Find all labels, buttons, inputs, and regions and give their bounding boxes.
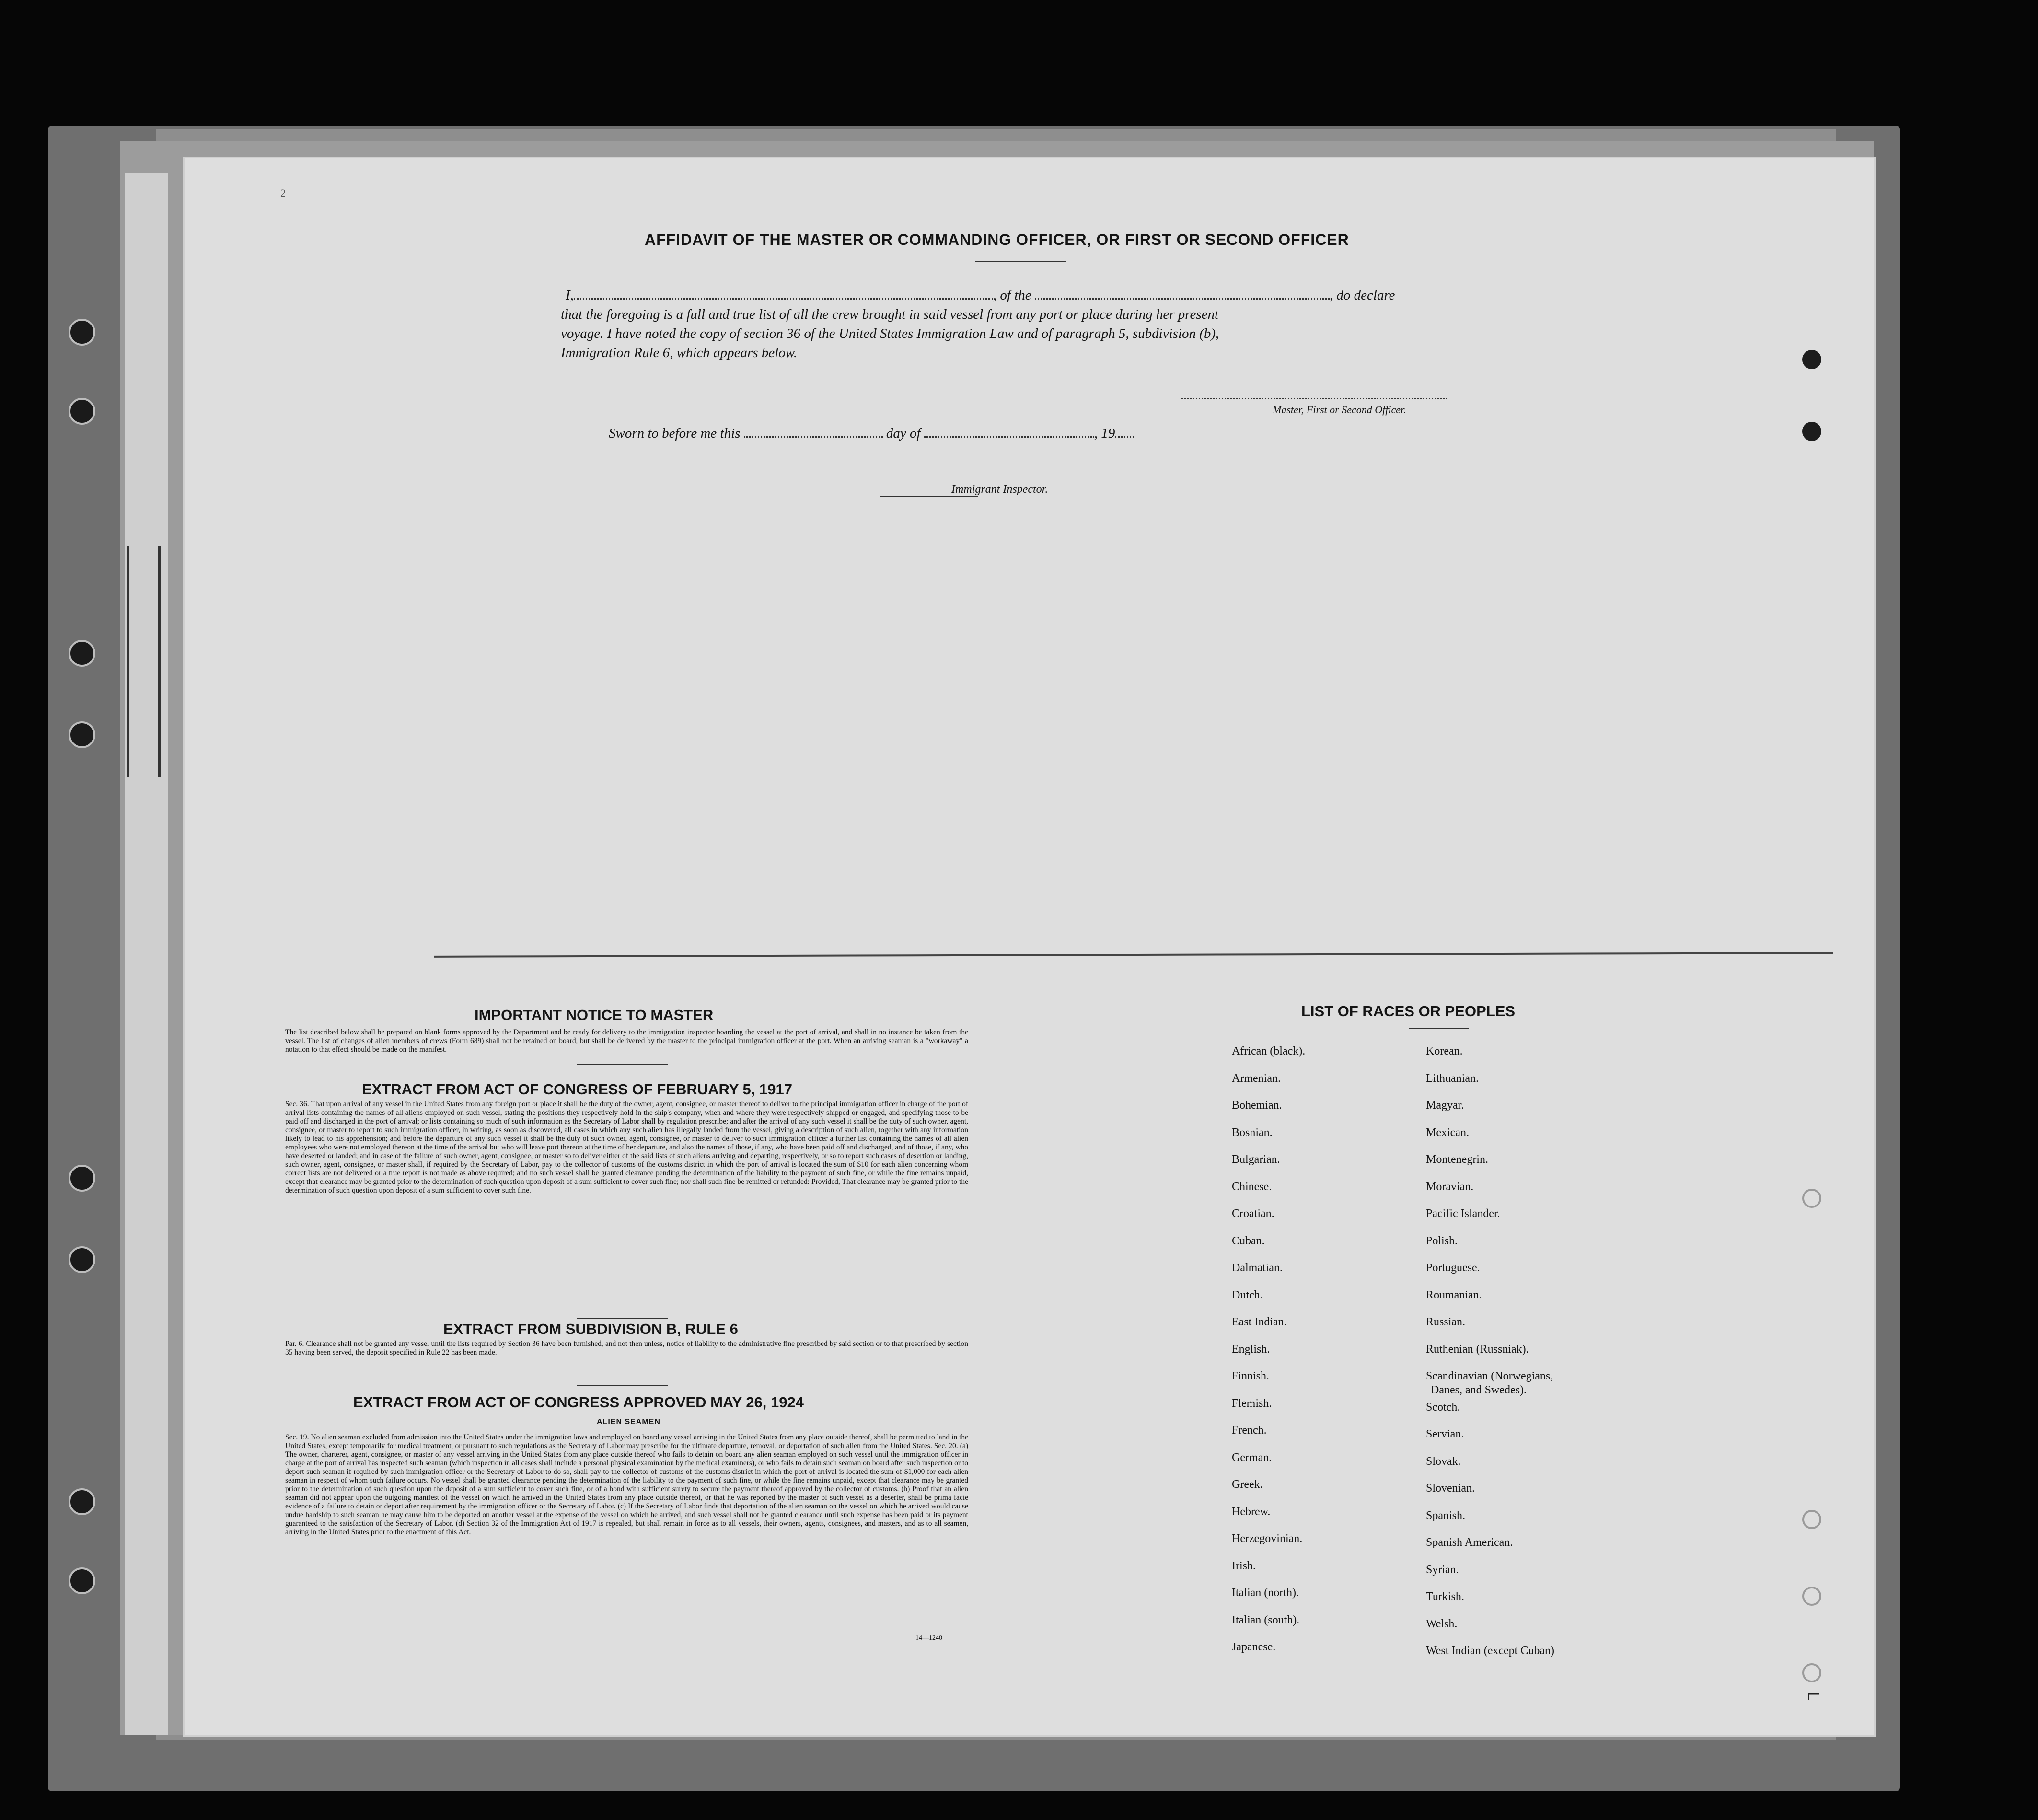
race-item: Scotch. xyxy=(1426,1401,1460,1414)
sworn-line xyxy=(609,426,1134,441)
binder-hole xyxy=(69,1165,95,1192)
binding-strip xyxy=(125,173,168,1735)
punch-ring xyxy=(1802,1663,1821,1682)
sworn-month-blank[interactable] xyxy=(924,436,1094,438)
master-label: Master, First or Second Officer. xyxy=(1273,404,1406,416)
race-item: French. xyxy=(1232,1424,1267,1437)
extract-1917-rule xyxy=(577,1318,668,1319)
affidavit-do-declare: , do declare xyxy=(1329,288,1395,303)
race-item: Syrian. xyxy=(1426,1563,1459,1576)
race-item: Russian. xyxy=(1426,1316,1466,1328)
race-item: Finnish. xyxy=(1232,1370,1270,1382)
bleed-through-row xyxy=(606,583,2025,600)
punch-hole xyxy=(1802,350,1821,369)
bleed-through-row xyxy=(606,470,2025,487)
race-item: Slovak. xyxy=(1426,1455,1461,1468)
extract-1917-title: EXTRACT FROM ACT OF CONGRESS OF FEBRUARY 5, 1917 xyxy=(362,1081,792,1098)
notice-rule xyxy=(577,1064,668,1065)
year-blank[interactable] xyxy=(1115,436,1134,438)
races-rule xyxy=(1409,1028,1469,1029)
race-item: Italian (south). xyxy=(1232,1613,1300,1626)
affidavit-line3: voyage. I have noted the copy of section 36 of the United States Immigration Law and of paragraph 5, subdivision (b), xyxy=(561,326,1219,341)
rule6-title: EXTRACT FROM SUBDIVISION B, RULE 6 xyxy=(443,1321,738,1337)
race-item: Roumanian. xyxy=(1426,1288,1482,1301)
binder-hole xyxy=(69,1246,95,1273)
notice-text: The list described below shall be prepared on blank forms approved by the Department and be ready for delivery to the immigration inspector boarding the vessel at the port of arrival, and shall in no instance be taken from the vessel. The list of changes of alien members of crews (Form 689) shall not be retained on board, but shall be delivered by the master to the principal immigration officer at the port. When an arriving seaman is a "workaway" a notation to that effect should be made on the manifest. xyxy=(285,1028,968,1054)
race-item: West Indian (except Cuban) xyxy=(1426,1645,1554,1657)
race-item: East Indian. xyxy=(1232,1316,1287,1328)
races-title: LIST OF RACES OR PEOPLES xyxy=(1301,1003,1516,1020)
year-text: , 19 xyxy=(1094,426,1115,441)
race-item: Flemish. xyxy=(1232,1397,1272,1410)
day-of-text: day of xyxy=(886,426,921,441)
race-item: Moravian. xyxy=(1426,1180,1474,1193)
margin-scribble xyxy=(127,546,161,777)
margin-mark: ⌐ xyxy=(1807,1681,1821,1707)
race-item: Lithuanian. xyxy=(1426,1072,1479,1085)
page-number: 2 xyxy=(280,187,286,199)
extract-1917-text: Sec. 36. That upon arrival of any vessel in the United States from any foreign port or place it shall be the duty of the owner, agent, consignee, or master thereof to deliver to the principal immigration officer in charge of the port of arrival lists containing the names of all aliens employed on such vessel, stating the positions they respectively hold in the ship's company, when and where they were respectively shipped or engaged, and specifying those to be paid off and discharged in the port of arrival; or lists containing so much of such information as the Secretary of Labor shall by regulation prescribe; and after the arrival of any such vessel it shall be the duty of such owner, agent, consignee, or master to report to such immigration officer, in writing, as soon as discovered, all cases in which any such alien has illegally landed from the vessel, giving a description of such alien, together with any information likely to lead to his apprehension; and before the departure of any such vessel it shall be the duty of such owner, agent, consignee, or master to deliver to such immigration officer a further list containing the names of all alien employees who were not employed thereon at the time of the arrival but who will leave port thereon at the time of her departure, and also the names of those, if any, who have been paid off and discharged, and of those, if any, who have deserted or landed; and in case of the failure of such owner, agent, consignee, or master so to deliver either of the said lists of such aliens arriving and departing, respectively, or so to report such cases of desertion or landing, such owner, agent, consignee, or master shall, if required by the Secretary of Labor, pay to the collector of customs of the customs district in which the port of arrival is located the sum of $10 for each alien concerning whom correct lists are not delivered or a true report is not made as above required; and no such vessel shall be granted clearance pending the determination of the liability to the payment of such fine, or while the fine remains unpaid, except that clearance may be granted prior to the determination of such question upon deposit of a sum sufficient to cover such fine; nor shall such fine be remitted or refunded: Provided, That clearance may be granted prior to the determination of such question upon deposit of a sum sufficient to cover such fine. xyxy=(285,1100,968,1194)
race-item: African (black). xyxy=(1232,1045,1306,1057)
race-item: Dutch. xyxy=(1232,1288,1263,1301)
punch-ring xyxy=(1802,1189,1821,1208)
race-item: Turkish. xyxy=(1426,1590,1464,1603)
strike-line xyxy=(434,952,1833,958)
race-item: Bosnian. xyxy=(1232,1126,1273,1139)
title-rule xyxy=(975,261,1066,262)
race-item: Pacific Islander. xyxy=(1426,1207,1500,1220)
binder-hole xyxy=(69,398,95,425)
race-item: Hebrew. xyxy=(1232,1505,1271,1518)
race-item: Korean. xyxy=(1426,1045,1463,1057)
race-item: Greek. xyxy=(1232,1478,1263,1491)
race-item: Bohemian. xyxy=(1232,1099,1282,1112)
race-item: Croatian. xyxy=(1232,1207,1274,1220)
form-number: 14—1240 xyxy=(915,1635,942,1642)
binder-hole xyxy=(69,1567,95,1594)
race-item: Scandinavian (Norwegians, xyxy=(1426,1370,1553,1382)
sworn-text: Sworn to before me this xyxy=(609,426,741,441)
binder-hole xyxy=(69,1488,95,1515)
punch-ring xyxy=(1802,1510,1821,1529)
affidavit-title: AFFIDAVIT OF THE MASTER OR COMMANDING OFFICER, OR FIRST OR SECOND OFFICER xyxy=(645,231,1349,248)
race-item: Welsh. xyxy=(1426,1617,1458,1630)
extract-1924-subtitle: ALIEN SEAMEN xyxy=(597,1418,660,1426)
affidavit-i: I, xyxy=(566,288,574,303)
extract-1924-text: Sec. 19. No alien seaman excluded from admission into the United States under the immigration laws and employed on board any vessel arriving in the United States from any place outside thereof, shall be permitted to land in the United States, except temporarily for medical treatment, or pursuant to such regulations as the Secretary of Labor may prescribe for the ultimate departure, removal, or deportation of such alien from the United States. Sec. 20. (a) The owner, charterer, agent, consignee, or master of any vessel arriving in the United States from any place outside thereof who fails to detain on board any alien seaman employed on such vessel until the immigration officer in charge at the port of arrival has inspected such seaman (which inspection in all cases shall include a personal physical examination by the medical examiners), or who fails to detain such seaman on board after such inspection or to deport such seaman if required by such immigration officer or the Secretary of Labor to do so, shall pay to the collector of customs of the customs district in which the port of arrival is located the sum of $1,000 for each alien seaman in respect of whom such failure occurs. No vessel shall be granted clearance pending the determination of the liability to the payment of such fine, or while the fine remains unpaid, except that clearance may be granted prior to the determination of such question upon the deposit of a sum sufficient to cover such fine, or of a bond with sufficient surety to secure the payment thereof approved by the collector of customs. (b) Proof that an alien seaman did not appear upon the outgoing manifest of the vessel on which he arrived in the United States from any place outside thereof, or that he was reported by the master of such vessel as a deserter, shall be prima facie evidence of a failure to detain or deport after requirement by the immigration officer or the Secretary of Labor. (c) If the Secretary of Labor finds that deportation of the alien seaman on the vessel on which he arrived would cause undue hardship to such seaman he may cause him to be deported on another vessel at the expense of the vessel on which he arrived, and such vessel shall not be granted clearance until such expense has been paid or its payment guaranteed to the satisfaction of the Secretary of Labor. (d) Section 32 of the Immigration Act of 1917 is repealed, but shall remain in force as to all vessels, their owners, agents, consignees, and masters, and as to all seamen, arriving in the United States prior to the enactment of this Act. xyxy=(285,1433,968,1536)
rule6-rule xyxy=(577,1385,668,1386)
race-item: Portuguese. xyxy=(1426,1262,1480,1274)
sworn-day-blank[interactable] xyxy=(744,436,883,438)
race-scandinavian-cont: Danes, and Swedes). xyxy=(1431,1384,1527,1396)
binder-hole xyxy=(69,721,95,748)
race-item: Ruthenian (Russniak). xyxy=(1426,1343,1529,1356)
race-item: Armenian. xyxy=(1232,1072,1281,1085)
race-item: Magyar. xyxy=(1426,1099,1464,1112)
race-item: Polish. xyxy=(1426,1234,1458,1247)
affidavit-line1 xyxy=(566,288,1395,303)
race-item: Chinese. xyxy=(1232,1180,1272,1193)
binder-hole xyxy=(69,640,95,667)
race-item: Japanese. xyxy=(1232,1641,1276,1653)
affidavit-of-the: , of the xyxy=(993,288,1031,303)
race-item: Mexican. xyxy=(1426,1126,1469,1139)
race-item: Montenegrin. xyxy=(1426,1153,1488,1166)
inspector-label: Immigrant Inspector. xyxy=(951,483,1048,496)
binder-hole xyxy=(69,319,95,346)
punch-hole xyxy=(1802,422,1821,441)
race-item: German. xyxy=(1232,1451,1272,1464)
form-page xyxy=(185,158,1874,1735)
race-item: Dalmatian. xyxy=(1232,1262,1283,1274)
race-item: Servian. xyxy=(1426,1428,1464,1440)
name-blank[interactable] xyxy=(574,298,993,300)
bleed-through-row xyxy=(606,545,2025,563)
race-item: Cuban. xyxy=(1232,1234,1265,1247)
race-item: English. xyxy=(1232,1343,1270,1356)
inspector-signature-line[interactable] xyxy=(880,496,978,497)
race-item: Slovenian. xyxy=(1426,1482,1475,1495)
race-item: Irish. xyxy=(1232,1559,1256,1572)
race-item: Spanish American. xyxy=(1426,1536,1513,1549)
master-signature-line[interactable] xyxy=(1181,398,1447,399)
rule6-text: Par. 6. Clearance shall not be granted any vessel until the lists required by Section 36 have been furnished, and not then unless, notice of liability to the administrative fine prescribed by said section or to that prescribed by section 35 having been served, the deposit specified in Rule 22 has been made. xyxy=(285,1340,968,1356)
affidavit-line2: that the foregoing is a full and true list of all the crew brought in said vessel from any port or place during her present xyxy=(561,307,1219,322)
affidavit-line4: Immigration Rule 6, which appears below. xyxy=(561,345,798,360)
vessel-blank[interactable] xyxy=(1035,298,1330,300)
race-item: Bulgarian. xyxy=(1232,1153,1280,1166)
bleed-through-row xyxy=(606,508,2025,525)
race-item: Spanish. xyxy=(1426,1509,1466,1522)
punch-ring xyxy=(1802,1587,1821,1606)
race-item: Herzegovinian. xyxy=(1232,1532,1303,1545)
extract-1924-title: EXTRACT FROM ACT OF CONGRESS APPROVED MAY 26, 1924 xyxy=(353,1394,804,1411)
notice-title: IMPORTANT NOTICE TO MASTER xyxy=(475,1007,714,1023)
race-item: Italian (north). xyxy=(1232,1587,1299,1599)
